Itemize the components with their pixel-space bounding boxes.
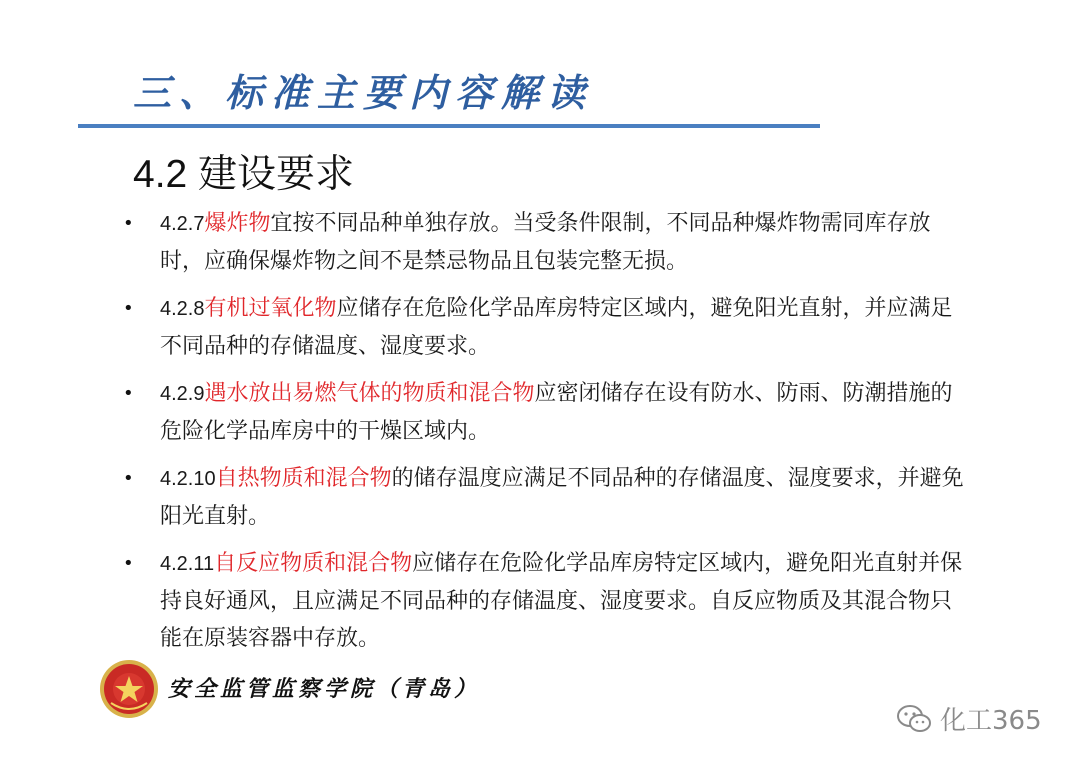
clause-text: 应储存在危险化学品库房特定区域内，避免阳光直射并保持良好通风，且应满足不同品种的存储温度、湿度要求。自反应物质及其混合物只能在原装容器中存放。 [160, 551, 963, 651]
bullet-icon: • [123, 383, 134, 404]
clause-highlight: 自热物质和混合物 [215, 466, 392, 491]
requirements-list [118, 205, 968, 667]
bullet-icon: • [123, 298, 134, 319]
clause-text: 应储存在危险化学品库房特定区域内，避免阳光直射，并应满足不同品种的存储温度、湿度要求。 [160, 296, 953, 359]
clause-number: 4.2.9 [160, 383, 205, 405]
bullet-icon: • [123, 553, 134, 574]
bullet-icon: • [123, 468, 134, 489]
academy-emblem-icon [99, 659, 159, 719]
clause-text: 宜按不同品种单独存放。当受条件限制，不同品种爆炸物需同库存放时，应确保爆炸物之间不是禁忌物品且包装完整无损。 [160, 211, 931, 274]
list-item [118, 545, 968, 657]
clause-text: 的储存温度应满足不同品种的存储温度、湿度要求，并避免阳光直射。 [160, 466, 964, 529]
clause-number: 4.2.7 [160, 213, 205, 235]
wechat-icon [896, 704, 932, 734]
slide-title: 三、标准主要内容解读 [133, 70, 594, 115]
title-divider [78, 124, 820, 128]
clause-highlight: 遇水放出易燃气体的物质和混合物 [204, 381, 535, 406]
list-item [118, 290, 968, 365]
watermark-text: 化工365 [940, 706, 1042, 736]
clause-highlight: 有机过氧化物 [204, 296, 337, 321]
section-heading: 4.2 建设要求 [133, 153, 355, 196]
list-item [118, 460, 968, 535]
clause-text: 应密闭储存在设有防水、防雨、防潮措施的危险化学品库房中的干燥区域内。 [160, 381, 953, 444]
list-item [118, 375, 968, 450]
clause-highlight: 自反应物质和混合物 [214, 551, 413, 576]
watermark [896, 700, 1042, 737]
institution-name: 安全监管监察学院（青岛） [168, 676, 481, 702]
clause-number: 4.2.8 [160, 298, 205, 320]
bullet-icon: • [123, 213, 134, 234]
clause-number: 4.2.11 [160, 553, 215, 575]
clause-number: 4.2.10 [160, 468, 216, 490]
list-item [118, 205, 968, 280]
clause-highlight: 爆炸物 [204, 211, 271, 236]
